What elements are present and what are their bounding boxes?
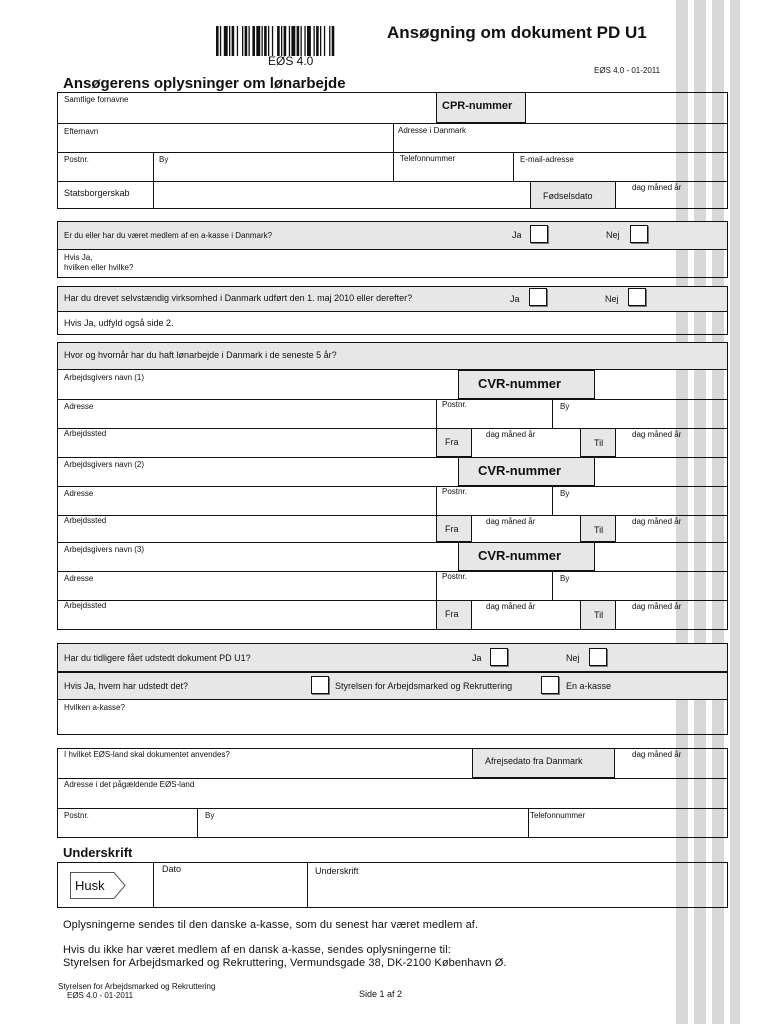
akasse-no-label: Nej <box>606 230 620 240</box>
akasse-yes-checkbox[interactable] <box>530 225 548 243</box>
email-field[interactable]: E-mail-adresse <box>520 155 574 164</box>
self-employed-no-label: Nej <box>605 294 619 304</box>
from-label: Fra <box>445 609 459 619</box>
workplace-field[interactable]: Arbejdssted <box>64 601 107 610</box>
given-names-field[interactable]: Samtlige fornavne <box>64 95 129 104</box>
signature-title: Underskrift <box>63 845 133 860</box>
barcode-bar <box>329 26 330 56</box>
reminder-label: Husk <box>75 878 105 893</box>
signature-section <box>57 862 728 908</box>
employer-postcode-field[interactable]: Postnr. <box>442 400 467 409</box>
eea-section <box>57 748 728 838</box>
barcode-bar <box>242 26 243 56</box>
employer-city-field[interactable]: By <box>560 489 570 498</box>
form-title: Ansøgning om dokument PD U1 <box>387 23 647 42</box>
page-number: Side 1 af 2 <box>359 989 403 999</box>
departure-label: Afrejsedato fra Danmark <box>485 756 583 766</box>
previous-pdu1-question: Har du tidligere fået udstedt dokument PD U1? <box>64 653 251 663</box>
self-employed-question: Har du drevet selvstændig virksomhed i Danmark udført den 1. maj 2010 eller derefter? <box>64 293 413 303</box>
to-date-hint: dag måned år <box>632 430 682 439</box>
to-date-hint: dag måned år <box>632 517 682 526</box>
from-date-hint: dag måned år <box>486 517 536 526</box>
surname-field[interactable]: Efternavn <box>64 127 99 136</box>
self-employed-note: Hvis Ja, udfyld også side 2. <box>64 318 174 328</box>
barcode-bar <box>232 26 235 56</box>
address-dk-field[interactable]: Adresse i Danmark <box>398 126 467 135</box>
employer-address-field[interactable]: Adresse <box>64 574 94 583</box>
birthdate-label: Fødselsdato <box>543 191 593 201</box>
barcode-bar <box>268 26 269 56</box>
barcode-bar <box>320 26 321 56</box>
citizenship-field[interactable]: Statsborgerskab <box>64 188 130 198</box>
eea-address-field[interactable]: Adresse i det pågældende EØS-land <box>64 780 195 789</box>
barcode-bar <box>291 26 295 56</box>
to-label: Til <box>594 610 604 620</box>
akasse-followup-field[interactable]: Hvis Ja, hvilken eller hvilke? <box>64 253 134 272</box>
cpr-label: CPR-nummer <box>442 100 513 112</box>
previous-pdu1-yes-label: Ja <box>472 653 482 663</box>
barcode-bar <box>281 26 282 56</box>
form-code: EØS 4.0 <box>268 54 314 68</box>
employment-question: Hvor og hvornår har du haft lønarbejde i Danmark i de seneste 5 år? <box>64 350 337 360</box>
barcode-bar <box>229 26 230 56</box>
to-label: Til <box>594 525 604 535</box>
which-akasse-field[interactable]: Hvilken a-kasse? <box>64 703 125 712</box>
issued-by-question: Hvis Ja, hvem har udstedt det? <box>64 681 189 691</box>
postcode-field[interactable]: Postnr. <box>64 155 89 164</box>
employer-name-field[interactable]: Arbejdsgivers navn (3) <box>64 545 145 554</box>
workplace-field[interactable]: Arbejdssted <box>64 516 107 525</box>
employer-city-field[interactable]: By <box>560 402 570 411</box>
issued-by-agency-label: Styrelsen for Arbejdsmarked og Rekruttering <box>335 681 513 691</box>
eea-city-field[interactable]: By <box>205 811 215 820</box>
barcode-bar <box>237 26 238 56</box>
barcode-bar <box>224 26 228 56</box>
barcode-bar <box>297 26 300 56</box>
eea-phone-field[interactable]: Telefonnummer <box>530 811 586 820</box>
date-hint: dag måned år <box>632 183 682 192</box>
issued-by-agency-checkbox[interactable] <box>311 676 329 694</box>
footer-agency: Styrelsen for Arbejdsmarked og Rekruttering <box>58 982 216 991</box>
eea-country-field[interactable]: I hvilket EØS-land skal dokumentet anvendes? <box>64 750 230 759</box>
section-title: Ansøgerens oplysninger om lønarbejde <box>63 75 346 92</box>
barcode-bar <box>301 26 302 56</box>
employer-address-field[interactable]: Adresse <box>64 489 94 498</box>
info-line-2: Hvis du ikke har været medlem af en dansk a-kasse, sendes oplysningerne til: <box>63 944 451 956</box>
from-label: Fra <box>445 524 459 534</box>
barcode-bar <box>272 26 273 56</box>
akasse-no-checkbox[interactable] <box>630 225 648 243</box>
self-employed-yes-checkbox[interactable] <box>529 288 547 306</box>
previous-pdu1-yes-checkbox[interactable] <box>490 648 508 666</box>
employer-name-field[interactable]: Arbejdsgivers navn (2) <box>64 460 145 469</box>
cvr-label: CVR-nummer <box>478 463 562 478</box>
barcode-bar <box>289 26 290 56</box>
barcode-bar <box>277 26 280 56</box>
previous-pdu1-no-label: Nej <box>566 653 580 663</box>
phone-field[interactable]: Telefonnummer <box>400 154 456 163</box>
footer-version: EØS 4.0 - 01-2011 <box>67 991 134 1000</box>
signature-date-field[interactable]: Dato <box>162 864 182 874</box>
barcode-bar <box>249 26 250 56</box>
employer-postcode-field[interactable]: Postnr. <box>442 487 467 496</box>
previous-pdu1-no-checkbox[interactable] <box>589 648 607 666</box>
barcode-bar <box>245 26 248 56</box>
akasse-question: Er du eller har du været medlem af en a-kasse i Danmark? <box>64 231 273 240</box>
decorative-stripe <box>730 0 740 1024</box>
to-label: Til <box>594 438 604 448</box>
employer-name-field[interactable]: Arbejdsgivers navn (1) <box>64 373 145 382</box>
to-date-hint: dag måned år <box>632 602 682 611</box>
cvr-label: CVR-nummer <box>478 376 562 391</box>
barcode-bar <box>220 26 221 56</box>
form-version: EØS 4.0 - 01-2011 <box>594 66 661 75</box>
barcode-bar <box>264 26 267 56</box>
self-employed-yes-label: Ja <box>510 294 520 304</box>
eea-postcode-field[interactable]: Postnr. <box>64 811 89 820</box>
barcode-bar <box>314 26 315 56</box>
barcode-bar <box>262 26 263 56</box>
info-line-3: Styrelsen for Arbejdsmarked og Rekruttering, Vermundsgade 38, DK-2100 København Ø. <box>63 957 507 969</box>
barcode-bar <box>332 26 335 56</box>
issued-by-akasse-label: En a-kasse <box>566 681 612 691</box>
cvr-label: CVR-nummer <box>478 548 562 563</box>
employer-city-field[interactable]: By <box>560 574 570 583</box>
akasse-yes-label: Ja <box>512 230 522 240</box>
issued-by-akasse-checkbox[interactable] <box>541 676 559 694</box>
city-field[interactable]: By <box>159 155 169 164</box>
from-date-hint: dag måned år <box>486 602 536 611</box>
barcode-bar <box>284 26 287 56</box>
barcode-bar <box>307 26 311 56</box>
signature-field[interactable]: Underskrift <box>315 866 359 876</box>
employer-address-field[interactable]: Adresse <box>64 402 94 411</box>
barcode-bar <box>216 26 219 56</box>
self-employed-no-checkbox[interactable] <box>628 288 646 306</box>
workplace-field[interactable]: Arbejdssted <box>64 429 107 438</box>
info-line-1: Oplysningerne sendes til den danske a-kasse, som du senest har været medlem af. <box>63 919 479 931</box>
barcode-bar <box>316 26 319 56</box>
departure-date-hint: dag måned år <box>632 750 682 759</box>
barcode <box>214 26 382 56</box>
barcode-bar <box>324 26 325 56</box>
from-label: Fra <box>445 437 459 447</box>
barcode-bar <box>304 26 305 56</box>
from-date-hint: dag måned år <box>486 430 536 439</box>
barcode-bar <box>256 26 260 56</box>
employer-postcode-field[interactable]: Postnr. <box>442 572 467 581</box>
barcode-bar <box>252 26 255 56</box>
